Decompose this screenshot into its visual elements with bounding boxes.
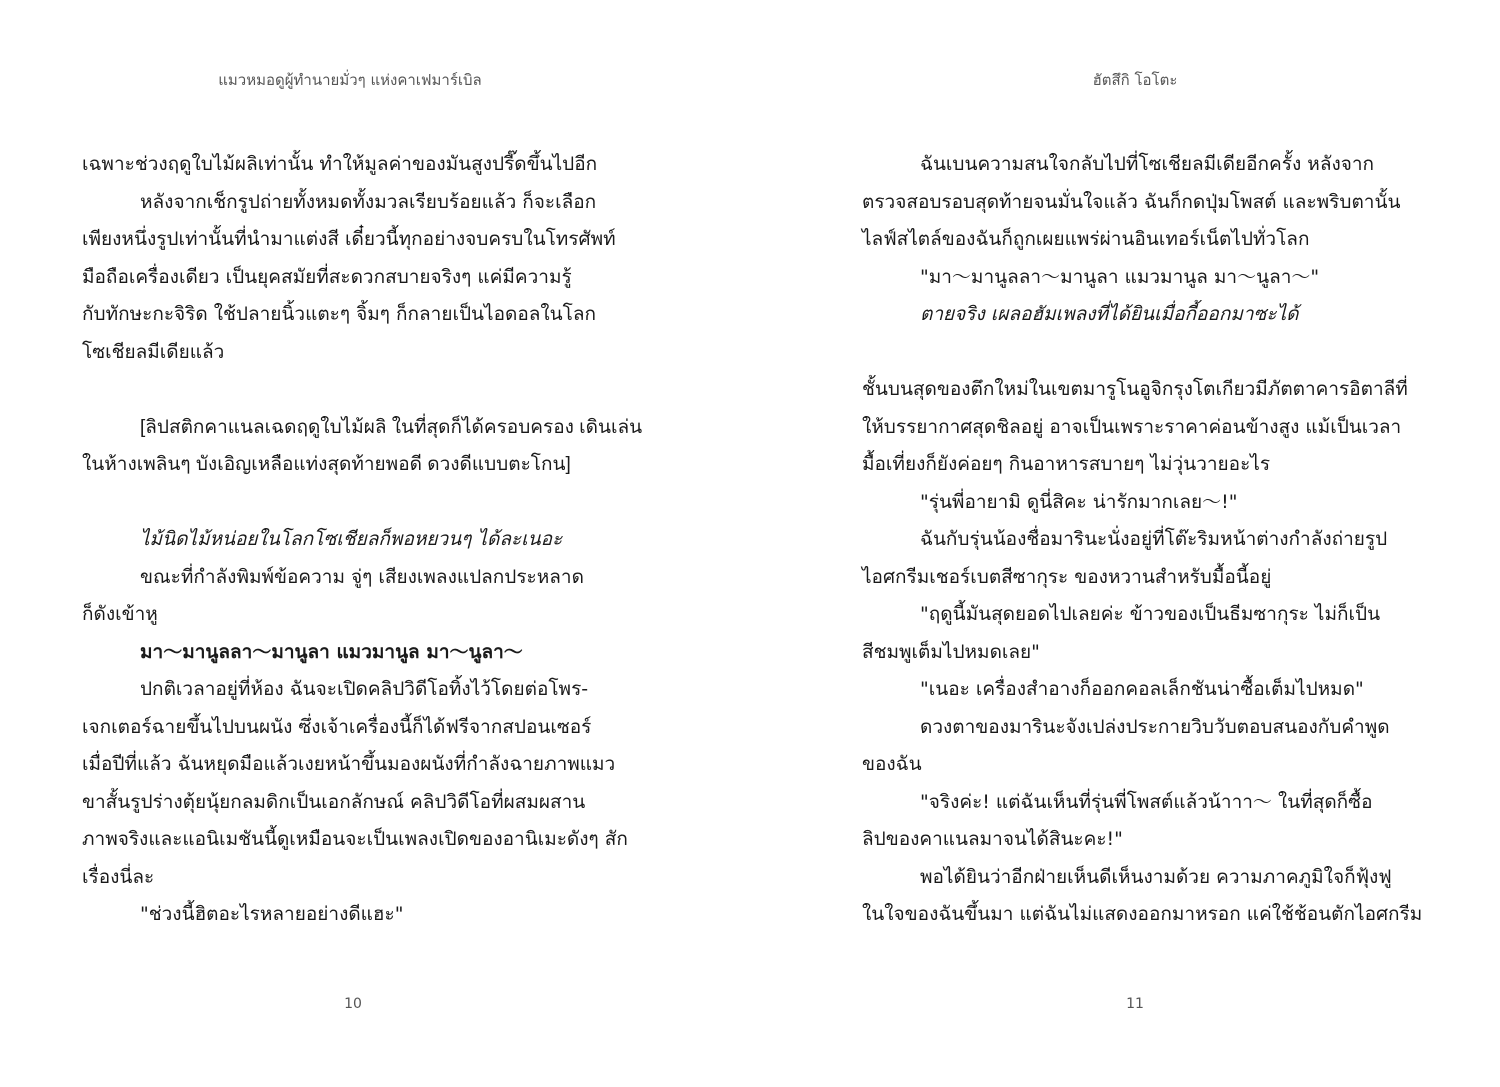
text-line: เจกเตอร์ฉายขึ้นไปบนผนัง ซึ่งเจ้าเครื่องนี้ก็ได้ฟรีจากสปอนเซอร์ [82,715,592,738]
text-line: ตรวจสอบรอบสุดท้ายจนมั่นใจแล้ว ฉันก็กดปุ่มโพสต์ และพริบตานั้น [862,190,1401,213]
text-line: ดวงตาของมารินะจังเปล่งประกายวิบวับตอบสนองกับคำพูด [920,715,1390,738]
dialogue-line: "รุ่นพี่อายามิ ดูนี่สิคะ น่ารักมากเลย～!" [920,490,1238,513]
text-line: มื้อเที่ยงก็ยังค่อยๆ กินอาหารสบายๆ ไม่วุ่นวายอะไร [862,453,1271,475]
dialogue-line: "ฤดูนี้มันสุดยอดไปเลยค่ะ ข้าวของเป็นธีมซากุระ ไม่ก็เป็น [920,603,1381,625]
running-head-author: ฮัตสึกิ โอโตะ [1092,71,1178,89]
text-line: เฉพาะช่วงฤดูใบไม้ผลิเท่านั้น ทำให้มูลค่าของมันสูงปรี๊ดขึ้นไปอีก [82,153,598,175]
text-line: มือถือเครื่องเดียว เป็นยุคสมัยที่สะดวกสบายจริงๆ แค่มีความรู้ [82,265,572,288]
text-line: ในใจของฉันขึ้นมา แต่ฉันไม่แสดงออกมาหรอก แค่ใช้ช้อนตักไอศกรีม [862,903,1423,925]
text-line: ขาสั้นรูปร่างตุ้ยนุ้ยกลมดิกเป็นเอกลักษณ์ คลิปวิดีโอที่ผสมผสาน [82,790,586,813]
right-page [862,0,1423,1087]
dialogue-line: "จริงค่ะ! แต่ฉันเห็นที่รุ่นพี่โพสต์แล้วน้าาา～ ในที่สุดก็ซื้อ [920,790,1373,813]
page-number: 10 [344,996,362,1012]
right-page-body [862,146,1423,934]
song-lyric-line: มา～มานูลลา～มานูลา แมวมานูล มา～นูลา～ [140,640,523,663]
dialogue-line: "มา～มานูลลา～มานูลา แมวมานูล มา～นูลา～" [920,265,1320,288]
text-line: ไอศกรีมเชอร์เบตสีซากุระ ของหวานสำหรับมื้อนี้อยู่ [862,565,1272,588]
text-line: ก็ดังเข้าหู [82,603,158,625]
italic-thought-line: ไม้นิดไม้หน่อยในโลกโซเชียลก็พอหยวนๆ ได้ละเนอะ [140,528,563,550]
text-line: ขณะที่กำลังพิมพ์ข้อความ จู่ๆ เสียงเพลงแปลกประหลาด [140,565,584,588]
text-line: หลังจากเช็กรูปถ่ายทั้งหมดทั้งมวลเรียบร้อยแล้ว ก็จะเลือก [140,190,597,213]
text-line: โซเชียลมีเดียแล้ว [82,340,225,363]
dialogue-line: "เนอะ เครื่องสำอางก็ออกคอลเล็กชันน่าซื้อเต็มไปหมด" [920,678,1364,700]
text-line: ไลฟ์สไตล์ของฉันก็ถูกเผยแพร่ผ่านอินเทอร์เน็ตไปทั่วโลก [862,228,1310,250]
text-line: ของฉัน [862,753,922,775]
text-line: เมื่อปีที่แล้ว ฉันหยุดมือแล้วเงยหน้าขึ้นมองผนังที่กำลังฉายภาพแมว [82,753,616,775]
text-line: ชั้นบนสุดของตึกใหม่ในเขตมารูโนอูจิกรุงโตเกียวมีภัตตาคารอิตาลีที่ [862,378,1408,400]
text-line: ปกติเวลาอยู่ที่ห้อง ฉันจะเปิดคลิปวิดีโอทิ้งไว้โดยต่อโพร- [140,678,589,700]
dialogue-line: "ช่วงนี้ฮิตอะไรหลายอย่างดีแฮะ" [140,903,404,925]
left-page-body [82,146,643,934]
page-number: 11 [1126,996,1144,1012]
dialogue-line: ลิปของคาแนลมาจนได้สินะคะ!" [862,828,1123,850]
text-line: พอได้ยินว่าอีกฝ่ายเห็นดีเห็นงามด้วย ความภาคภูมิใจก็ฟุ้งฟู [920,865,1392,888]
dialogue-line: สีชมพูเต็มไปหมดเลย" [862,640,1040,663]
text-line: ให้บรรยากาศสุดชิลอยู่ อาจเป็นเพราะราคาค่อนข้างสูง แม้เป็นเวลา [862,415,1402,438]
text-line: เรื่องนี่ละ [82,865,155,888]
text-line: ฉันเบนความสนใจกลับไปที่โซเชียลมีเดียอีกครั้ง หลังจาก [920,153,1375,175]
italic-thought-line: ตายจริง เผลอฮัมเพลงที่ได้ยินเมื่อกี้ออกมาซะได้ [920,303,1299,325]
social-post-line: ในห้างเพลินๆ บังเอิญเหลือแท่งสุดท้ายพอดี ดวงดีแบบตะโกน] [82,454,571,475]
running-head-book-title: แมวหมอดูผู้ทำนายมั่วๆ แห่งคาเฟมาร์เบิล [218,71,482,89]
text-line: ฉันกับรุ่นน้องชื่อมารินะนั่งอยู่ที่โต๊ะริมหน้าต่างกำลังถ่ายรูป [920,528,1388,550]
text-line: เพียงหนึ่งรูปเท่านั้นที่นำมาแต่งสี เดี๋ยวนี้ทุกอย่างจบครบในโทรศัพท์ [82,228,616,250]
text-line: ภาพจริงและแอนิเมชันนี้ดูเหมือนจะเป็นเพลงเปิดของอานิเมะดังๆ สัก [82,828,628,850]
left-page [82,0,643,1087]
text-line: กับทักษะกะจิริด ใช้ปลายนิ้วแตะๆ จิ้มๆ ก็กลายเป็นไอดอลในโลก [82,303,596,325]
social-post-line: [ลิปสติกคาแนลเฉดฤดูใบไม้ผลิ ในที่สุดก็ได้ครอบครอง เดินเล่น [140,416,643,438]
